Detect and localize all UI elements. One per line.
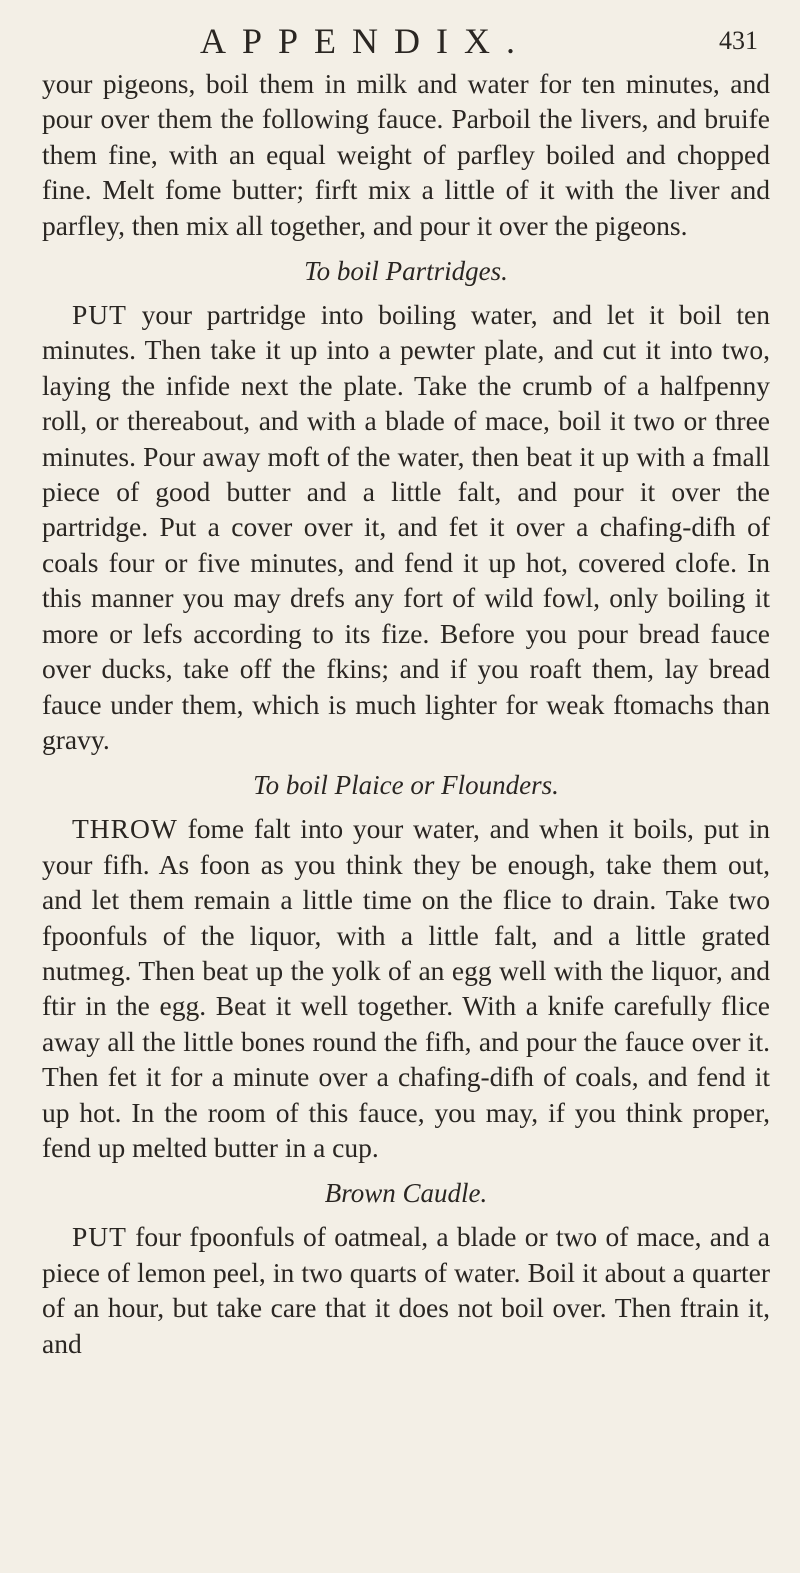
paragraph-body: four fpoonfuls of oatmeal, a blade or two of mace, and a piece of lemon peel, in two quarts of water. Boil it about a quarter of an hour, but take care that it does not boil over. Then ftrain it, and [42, 1221, 770, 1359]
paragraph-pigeons-continued: your pigeons, boil them in milk and water for ten minutes, and pour over them the following fauce. Parboil the livers, and bruife them fine, with an equal weight of parfley boiled and chopped fine. Melt fome butter; firft mix a little of it with the liver and parfley, then mix all together, and pour it over the pigeons. [42, 68, 770, 241]
lead-word: THROW [72, 813, 178, 845]
paragraph-boil-partridges [42, 297, 770, 757]
page-header [42, 20, 770, 66]
paragraph-body: fome falt into your water, and when it boils, put in your fifh. As foon as you think they be enough, take them out, and let them remain a little time on the flice to drain. Take two fpoonfuls of the liquor, with a little falt, and a little grated nutmeg. Then beat up the yolk of an egg well with the liquor, and ftir in the egg. Beat it well together. With a knife carefully flice away all the little bones round the fifh, and pour the fauce over it. Then fet it for a minute over a chafing-difh of coals, and fend it up hot. In the room of this fauce, you may, if you think proper, fend up melted butter in a cup. [42, 813, 770, 1163]
heading-brown-caudle: Brown Caudle. [324, 1178, 488, 1209]
lead-word: PUT [72, 299, 127, 331]
heading-boil-partridges: To boil Partridges. [304, 256, 508, 287]
paragraph-boil-plaice [42, 811, 770, 1165]
paragraph-body: your partridge into boiling water, and let it boil ten minutes. Then take it up into a pewter plate, and cut it into two, laying the infide next the plate. Take the crumb of a halfpenny roll, or thereabout, and with a blade of mace, boil it two or three minutes. Pour away moft of the water, then beat it up with a fmall piece of good butter and a little falt, and pour it over the partridge. Put a cover over it, and fet it over a chafing-difh of coals four or five minutes, and fend it up hot, covered clofe. In this manner you may drefs any fort of wild fowl, only boiling it more or lefs according to its fize. Before you pour bread fauce over ducks, take off the fkins; and if you roaft them, lay bread fauce under them, which is much lighter for weak ftomachs than gravy. [42, 299, 770, 755]
heading-boil-plaice: To boil Plaice or Flounders. [253, 770, 559, 801]
lead-word: PUT [72, 1221, 127, 1253]
paragraph-brown-caudle [42, 1219, 770, 1361]
page-number: 431 [719, 26, 758, 55]
running-title: APPENDIX. [200, 21, 532, 61]
